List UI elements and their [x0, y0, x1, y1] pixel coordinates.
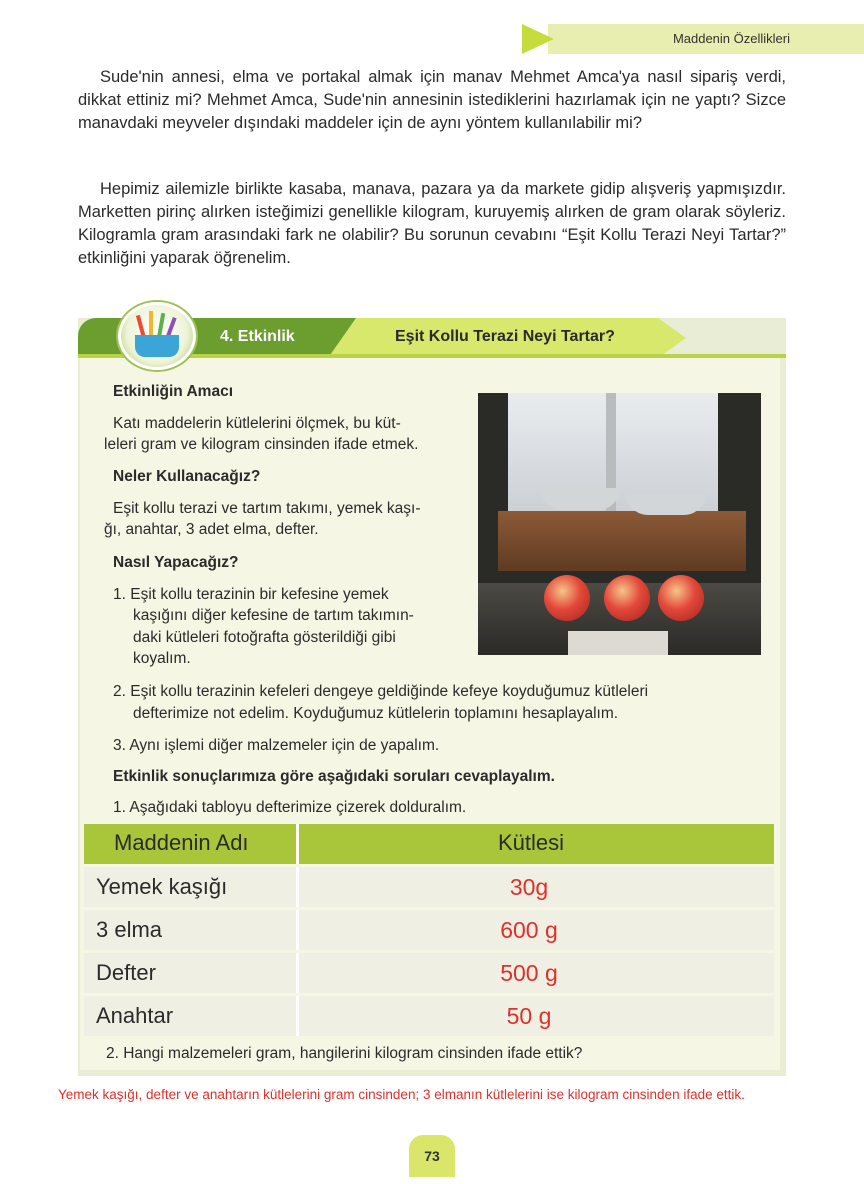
activity-label: 4. Etkinlik [220, 328, 295, 345]
step1-line-2: kaşığını diğer kefesine de tartım takımın- [133, 607, 414, 624]
step2-line-2: defterimize not edelim. Koyduğumuz kütlelerin toplamını hesaplayalım. [133, 705, 619, 722]
materials-heading: Neler Kullanacağız? [113, 468, 261, 485]
page-number: 73 [409, 1135, 455, 1177]
table-row [84, 867, 774, 907]
table-row [84, 996, 774, 1036]
row-mass: 500 g [500, 960, 558, 986]
header-arrow-icon [522, 24, 554, 54]
step1-line-1: 1. Eşit kollu terazinin bir kefesine yemek [113, 586, 389, 603]
table-header [84, 824, 774, 864]
purpose-line-1: Katı maddelerin kütlelerini ölçmek, bu küt- [113, 415, 401, 432]
materials-line-1: Eşit kollu terazi ve tartım takımı, yemek kaşı- [113, 500, 421, 517]
results-heading: Etkinlik sonuçlarımıza göre aşağıdaki soruları cevaplayalım. [113, 768, 555, 785]
header-name: Maddenin Adı [114, 830, 249, 855]
intro-paragraph-1-text: Sude'nin annesi, elma ve portakal almak için manav Mehmet Amca'ya nasıl sipariş verdi, dikkat ettiniz mi? Mehmet Amca, Sude'nin annesinin istediklerini hazırlamak için ne yaptı? Sizce manavdaki meyveler dışındaki maddeler için de aynı yöntem kullanılabilir mi? [78, 68, 786, 132]
row-name: 3 elma [96, 917, 163, 942]
table-row [84, 953, 774, 993]
header-mass: Kütlesi [498, 830, 565, 855]
activity-title: Eşit Kollu Terazi Neyi Tartar? [395, 328, 615, 345]
row-name: Defter [96, 960, 156, 985]
step1-line-3: daki kütleleri fotoğrafta gösterildiği gibi [133, 629, 396, 646]
materials-line-2: ğı, anahtar, 3 adet elma, defter. [104, 521, 319, 538]
row-mass: 50 g [506, 1003, 552, 1029]
intro-paragraph-2 [78, 178, 786, 270]
row-name: Yemek kaşığı [96, 874, 228, 899]
step2-line-1: 2. Eşit kollu terazinin kefeleri dengeye geldiğinde kefeye koyduğumuz kütleleri [113, 683, 649, 700]
intro-paragraph-1 [78, 66, 786, 135]
question-1: 1. Aşağıdaki tabloyu defterimize çizerek dolduralım. [113, 799, 467, 816]
table-row [84, 910, 774, 950]
purpose-line-2: leleri gram ve kilogram cinsinden ifade etmek. [104, 436, 419, 453]
balance-scale-photo [478, 393, 761, 655]
activity-badge-icon [118, 302, 196, 370]
step1-line-4: koyalım. [133, 650, 191, 667]
row-name: Anahtar [96, 1003, 174, 1028]
row-mass: 30g [509, 874, 549, 900]
answer-text: Yemek kaşığı, defter ve anahtarın kütlelerini gram cinsinden; 3 elmanın kütlelerini ise kilogram cinsinden ifade ettik. [58, 1087, 745, 1102]
question-2: 2. Hangi malzemeleri gram, hangilerini kilogram cinsinden ifade ettik? [106, 1045, 583, 1062]
section-title: Maddenin Özellikleri [672, 31, 790, 46]
step3: 3. Aynı işlemi diğer malzemeler için de yapalım. [113, 737, 440, 754]
purpose-heading: Etkinliğin Amacı [113, 383, 234, 400]
howto-heading: Nasıl Yapacağız? [113, 554, 239, 571]
intro-paragraph-2-text: Hepimiz ailemizle birlikte kasaba, manava, pazara ya da markete gidip alışveriş yapmışızdır. Marketten pirinç alırken isteğimizi genellikle kilogram, kuruyemiş alırken de gram olarak söyleriz. Kilogramla gram arasındaki fark ne olabilir? Bu sorunun cevabını “Eşit Kollu Terazi Neyi Tartar?” etkinliğini yaparak öğrenelim. [78, 180, 786, 267]
row-mass: 600 g [500, 917, 558, 943]
